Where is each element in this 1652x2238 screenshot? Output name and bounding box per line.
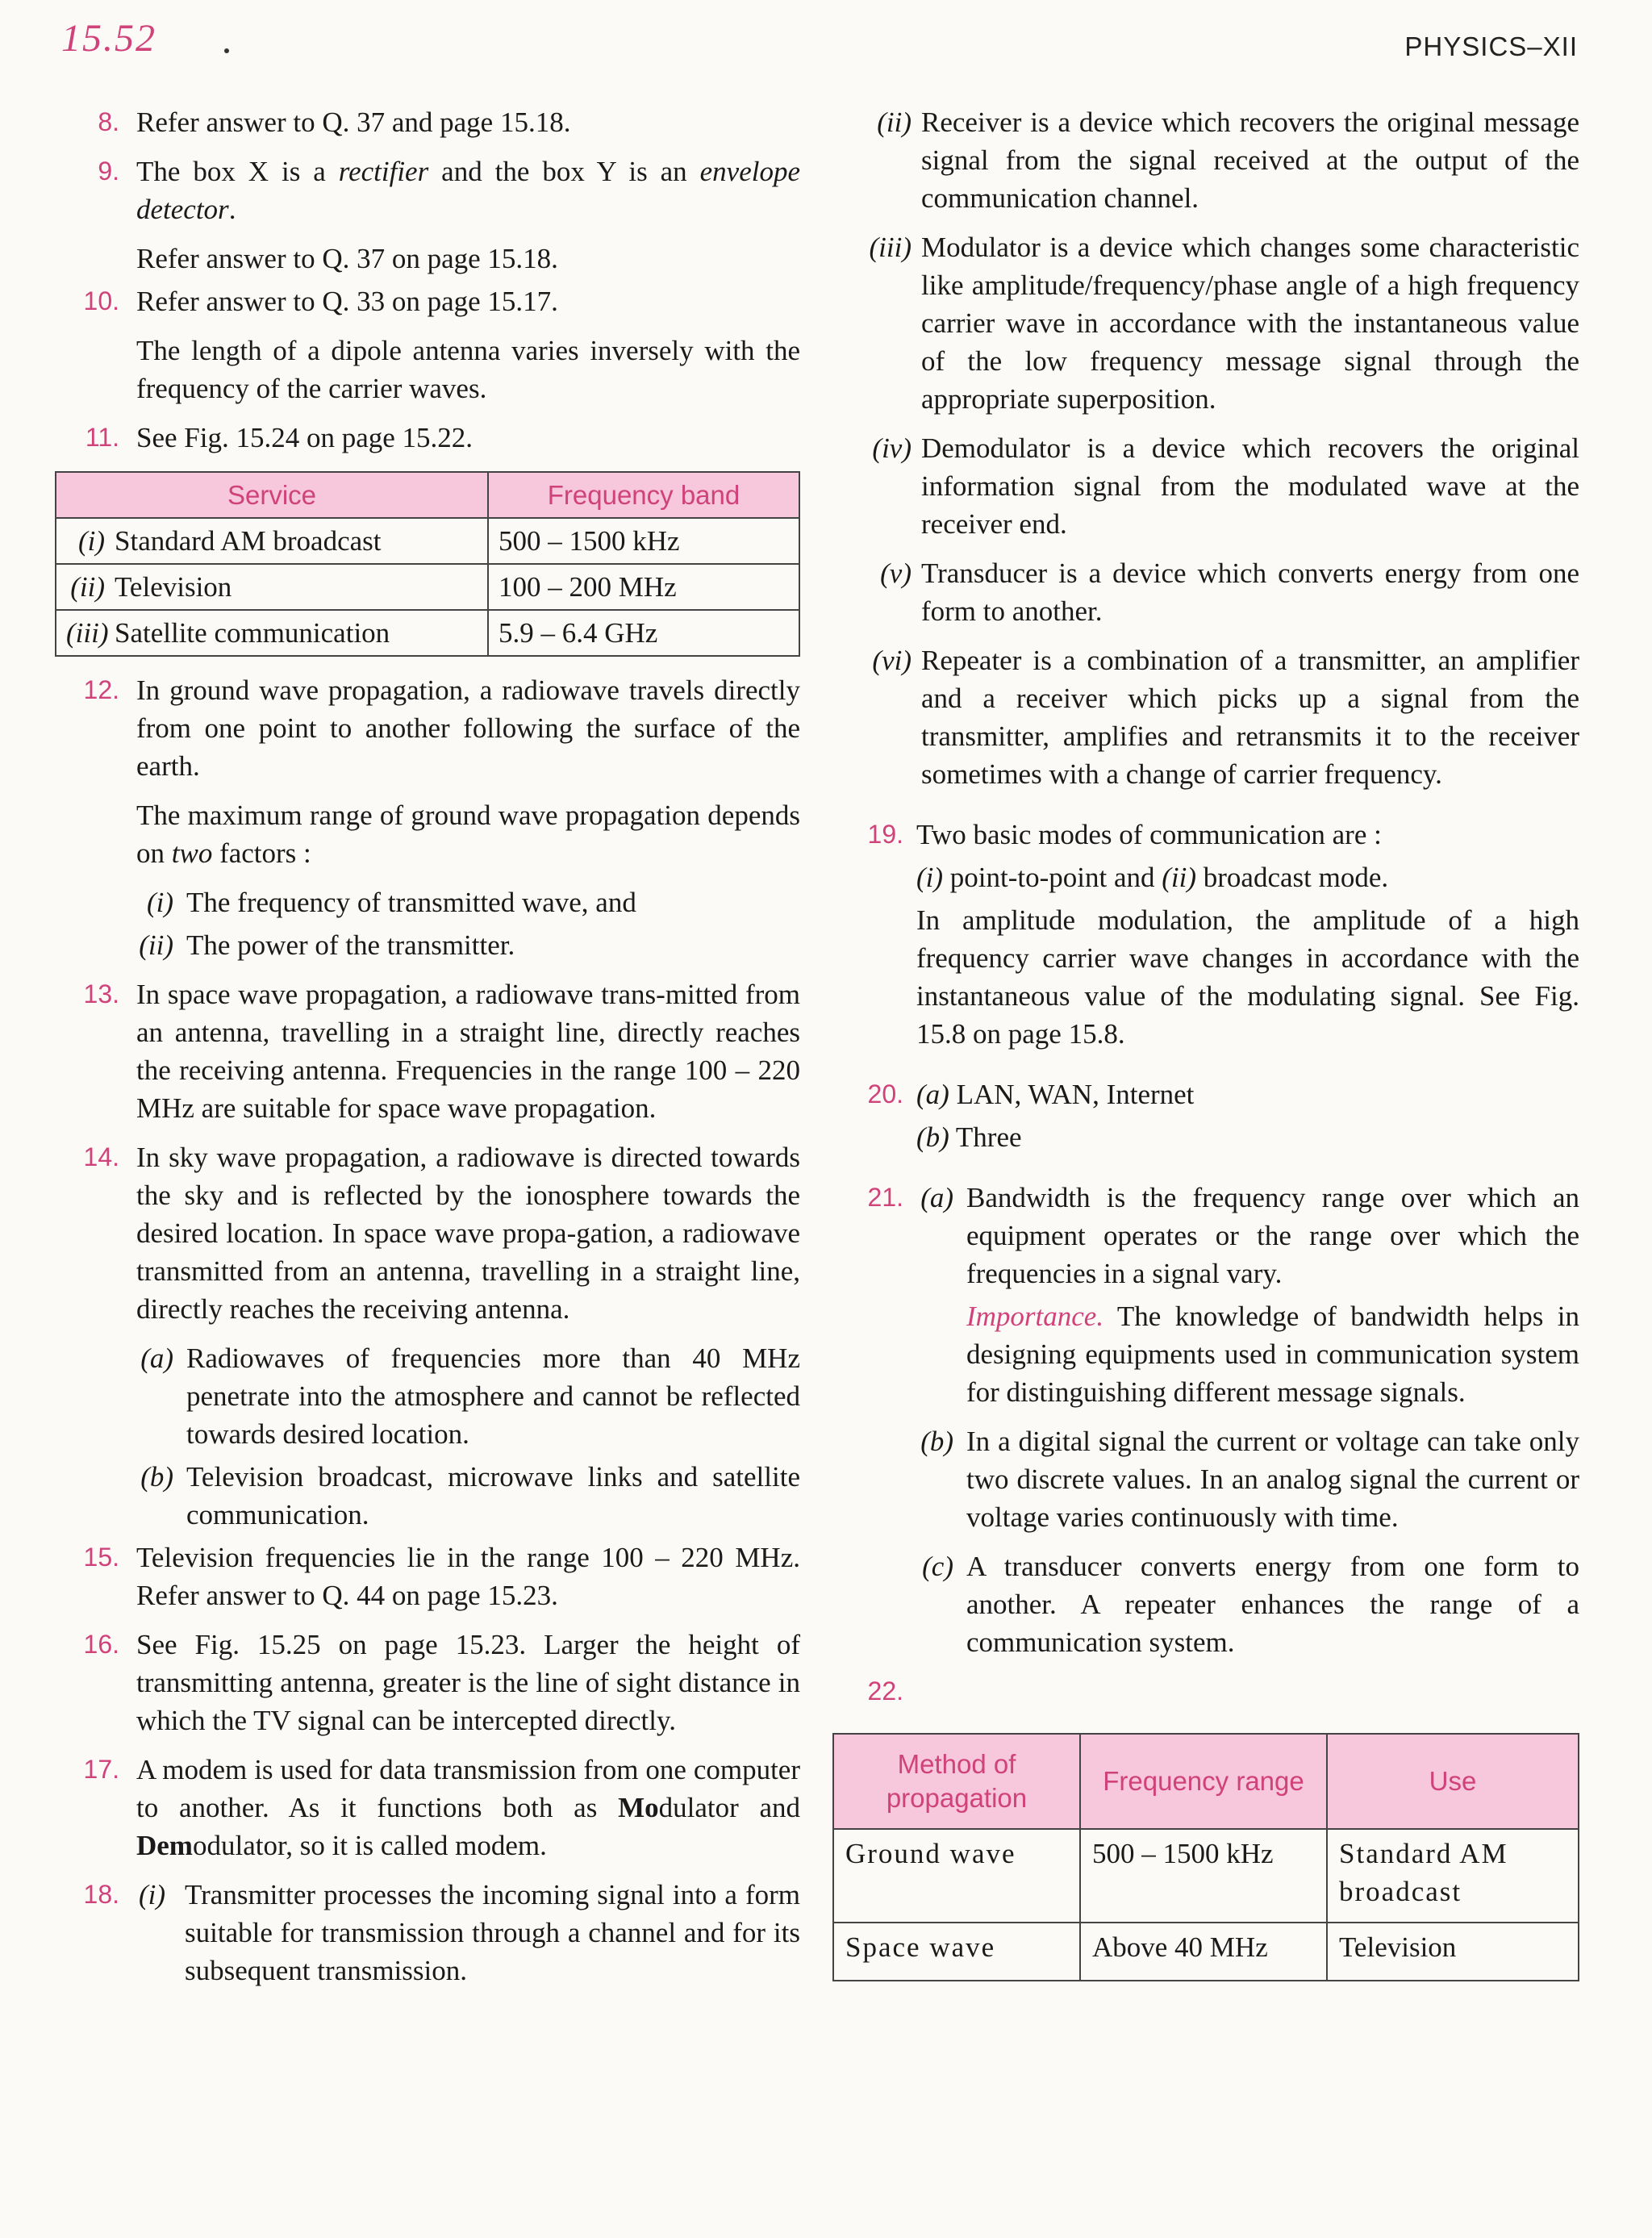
emphasis-mo: Mo — [618, 1792, 659, 1823]
item-label: (b) — [916, 1121, 949, 1153]
table-header: Service — [56, 472, 488, 518]
item-label: (ii) — [1162, 862, 1197, 893]
list-item — [127, 1876, 800, 1990]
answer-text: dulator and — [658, 1792, 800, 1823]
table-header-row — [833, 1734, 1579, 1829]
table-cell: Television — [1327, 1923, 1579, 1981]
question-number: 18. — [83, 1880, 119, 1909]
page-number: 15.52 — [61, 17, 156, 60]
table-header-row — [56, 472, 799, 518]
item-text: Demodulator is a device which recovers the original information signal from the modulated wave at the receiver end. — [921, 432, 1579, 540]
definition-receiver — [857, 103, 1579, 217]
table-cell: Space wave — [833, 1923, 1080, 1981]
answer-text: In ground wave propagation, a radiowave travels directly from one point to another following the surface of the earth. — [136, 674, 800, 782]
row-label: (i) — [77, 525, 105, 557]
table-header: Frequency range — [1080, 1734, 1327, 1829]
answer-19-paragraph — [857, 901, 1579, 1053]
answer-14 — [53, 1138, 800, 1328]
answer-text: broadcast mode. — [1196, 862, 1389, 893]
item-label: (a) — [140, 1342, 173, 1374]
answer-text: The box X is a — [136, 156, 339, 187]
answer-text: point-to-point and — [943, 862, 1162, 893]
question-number: 14. — [83, 1142, 119, 1171]
table-row — [56, 610, 799, 656]
item-text: Bandwidth is the frequency range over which an equipment operates or the range over which the frequencies in a signal vary. — [966, 1182, 1579, 1289]
answer-text: odulator, so it is called modem. — [192, 1830, 547, 1861]
answer-8 — [53, 103, 800, 141]
item-text: Receiver is a device which recovers the original message signal from the signal received at the output of the communication channel. — [921, 106, 1579, 214]
answer-16 — [53, 1626, 800, 1739]
table-cell — [56, 610, 488, 656]
table-row — [833, 1923, 1579, 1981]
answer-text: Refer answer to Q. 37 on page 15.18. — [136, 243, 558, 274]
answer-12 — [53, 671, 800, 785]
item-text: Modulator is a device which changes some characteristic like amplitude/frequency/phase angle of a high frequency carrier wave in accordance with the instantaneous value of the low frequency message signal through the appropriate superposition. — [921, 232, 1579, 415]
service-name: Television — [115, 571, 232, 603]
item-label: (vi) — [872, 645, 912, 676]
table-cell: Above 40 MHz — [1080, 1923, 1327, 1981]
answer-15 — [53, 1539, 800, 1614]
list-item — [916, 1179, 1579, 1292]
emphasis-dem: Dem — [136, 1830, 193, 1861]
list-item — [136, 1339, 800, 1453]
propagation-table — [832, 1733, 1579, 1981]
answer-text: LAN, WAN, Internet — [949, 1079, 1195, 1110]
question-number: 19. — [867, 820, 903, 849]
answer-13 — [53, 975, 800, 1127]
item-text: A transducer converts energy from one form to another. A repeater enhances the range of a communication system. — [966, 1551, 1579, 1658]
table-header: Method of propagation — [833, 1734, 1080, 1829]
table-cell: 100 – 200 MHz — [488, 564, 799, 610]
item-text: Television broadcast, microwave links and satellite communication. — [186, 1461, 800, 1530]
question-number: 9. — [98, 157, 119, 186]
item-label: (c) — [922, 1551, 953, 1582]
list-item — [916, 1422, 1579, 1536]
question-number: 20. — [867, 1079, 903, 1109]
answer-11 — [53, 419, 800, 457]
definition-repeater — [857, 641, 1579, 793]
answer-text: Television frequencies lie in the range 100 – 220 MHz. Refer answer to Q. 44 on page 15.23. — [136, 1542, 800, 1611]
answer-17 — [53, 1751, 800, 1864]
answer-text: Refer answer to Q. 37 and page 15.18. — [136, 106, 571, 138]
row-label: (iii) — [66, 617, 109, 649]
row-label: (ii) — [70, 571, 105, 603]
question-number: 13. — [83, 979, 119, 1008]
table-cell — [56, 518, 488, 564]
question-number: 22. — [867, 1676, 903, 1706]
service-name: Satellite communication — [115, 617, 390, 649]
item-text: The frequency of transmitted wave, and — [186, 887, 636, 918]
answer-text: See Fig. 15.24 on page 15.22. — [136, 422, 473, 453]
table-row — [56, 518, 799, 564]
table-cell — [56, 564, 488, 610]
table-row — [56, 564, 799, 610]
answer-10 — [53, 282, 800, 320]
answer-text: Refer answer to Q. 33 on page 15.17. — [136, 286, 558, 317]
definition-transducer — [857, 554, 1579, 630]
item-text: In a digital signal the current or voltage can take only two discrete values. In an analog signal the current or voltage varies continuously with time. — [966, 1426, 1579, 1533]
answer-21 — [857, 1179, 1579, 1661]
question-number: 16. — [83, 1630, 119, 1659]
importance-label: Importance. — [966, 1301, 1104, 1332]
right-column — [845, 103, 1579, 1981]
answer-text: Two basic modes of communication are : — [916, 819, 1382, 850]
item-label: (a) — [916, 1079, 949, 1110]
answer-14-list — [53, 1339, 800, 1534]
list-item — [136, 926, 800, 964]
decorative-dot — [224, 48, 229, 53]
answer-text: The maximum range of ground wave propagation depends on — [136, 800, 800, 869]
item-label: (b) — [140, 1461, 173, 1493]
factor-list — [53, 883, 800, 964]
importance-note — [916, 1297, 1579, 1411]
item-label: (iv) — [872, 432, 912, 464]
answer-19-modes — [857, 858, 1579, 896]
question-number: 10. — [83, 286, 119, 315]
item-text: The power of the transmitter. — [186, 929, 515, 961]
service-name: Standard AM broadcast — [115, 525, 382, 557]
item-label: (ii) — [877, 106, 912, 138]
item-label: (b) — [920, 1426, 953, 1457]
item-text: Repeater is a combination of a transmitter, an amplifier and a receiver which picks up a signal from the transmitter, amplifies and retransmits it to the receiver sometimes with a change of carrier frequency. — [921, 645, 1579, 790]
question-number: 21. — [867, 1183, 903, 1212]
item-label: (i) — [138, 1879, 165, 1910]
list-item — [136, 883, 800, 921]
answer-18 — [53, 1876, 800, 1990]
answer-text: . — [228, 194, 236, 225]
answer-20 — [857, 1075, 1579, 1113]
table-header: Frequency band — [488, 472, 799, 518]
answer-9 — [53, 152, 800, 228]
item-text: Transducer is a device which converts energy from one form to another. — [921, 557, 1579, 627]
answer-text: In space wave propagation, a radiowave trans-mitted from an antenna, travelling in a straight line, directly reaches the receiving antenna. Frequencies in the range 100 – 220 MHz are suitable for space wave propagation. — [136, 979, 800, 1124]
answer-text: In sky wave propagation, a radiowave is directed towards the sky and is reflected by the ionosphere towards the desired location. In space wave propa-gation, a radiowave transmitted from an antenna, travelling in a straight line, directly reaches the receiving antenna. — [136, 1142, 800, 1325]
definition-demodulator — [857, 429, 1579, 543]
table-cell: Ground wave — [833, 1829, 1080, 1923]
table-cell: 5.9 – 6.4 GHz — [488, 610, 799, 656]
question-number: 17. — [83, 1755, 119, 1784]
answer-text: In amplitude modulation, the amplitude of a high frequency carrier wave changes in accordance with the instantaneous value of the modulating signal. See Fig. 15.8 on page 15.8. — [916, 904, 1579, 1050]
list-item — [136, 1458, 800, 1534]
service-frequency-table — [55, 471, 800, 657]
answer-text: factors : — [212, 837, 311, 869]
answer-text: The length of a dipole antenna varies inversely with the frequency of the carrier waves. — [136, 335, 800, 404]
answer-22 — [857, 1672, 1579, 1710]
item-text: The knowledge of bandwidth helps in designing equipments used in communication system for distinguishing different message signals. — [966, 1301, 1579, 1408]
item-text: Transmitter processes the incoming signal into a form suitable for transmission through a channel and for its subsequent transmission. — [185, 1879, 800, 1986]
item-text: Radiowaves of frequencies more than 40 MHz penetrate into the atmosphere and cannot be reflected towards desired location. — [186, 1342, 800, 1450]
question-number: 15. — [83, 1543, 119, 1572]
answer-10-paragraph — [53, 332, 800, 407]
left-column — [53, 103, 800, 1990]
answer-text: and the box Y is an — [428, 156, 700, 187]
running-header: PHYSICS–XII — [1404, 31, 1578, 61]
emphasis-rectifier: rectifier — [338, 156, 429, 187]
table-cell: Standard AM broadcast — [1327, 1829, 1579, 1923]
answer-text: A modem is used for data transmission from one computer to another. As it functions both as — [136, 1754, 800, 1823]
answer-19 — [857, 816, 1579, 854]
answer-20-b — [857, 1118, 1579, 1156]
item-label: (a) — [920, 1182, 953, 1213]
question-number: 8. — [98, 107, 119, 136]
answer-12-paragraph — [53, 796, 800, 872]
item-label: (v) — [880, 557, 912, 589]
answer-text: Three — [949, 1121, 1022, 1153]
item-label: (iii) — [869, 232, 912, 263]
emphasis-two: two — [171, 837, 213, 869]
table-header: Use — [1327, 1734, 1579, 1829]
table-row — [833, 1829, 1579, 1923]
answer-text: See Fig. 15.25 on page 15.23. Larger the height of transmitting antenna, greater is the line of sight distance in which the TV signal can be intercepted directly. — [136, 1629, 800, 1736]
item-label: (i) — [916, 862, 944, 893]
table-cell: 500 – 1500 kHz — [1080, 1829, 1327, 1923]
answer-9-paragraph — [53, 240, 800, 278]
question-number: 12. — [83, 675, 119, 704]
list-item — [916, 1547, 1579, 1661]
item-label: (ii) — [139, 929, 173, 961]
definition-modulator — [857, 228, 1579, 418]
table-cell: 500 – 1500 kHz — [488, 518, 799, 564]
question-number: 11. — [85, 423, 119, 452]
item-label: (i) — [146, 887, 173, 918]
emphasis-envelope-detector: envelope detector — [136, 156, 800, 225]
